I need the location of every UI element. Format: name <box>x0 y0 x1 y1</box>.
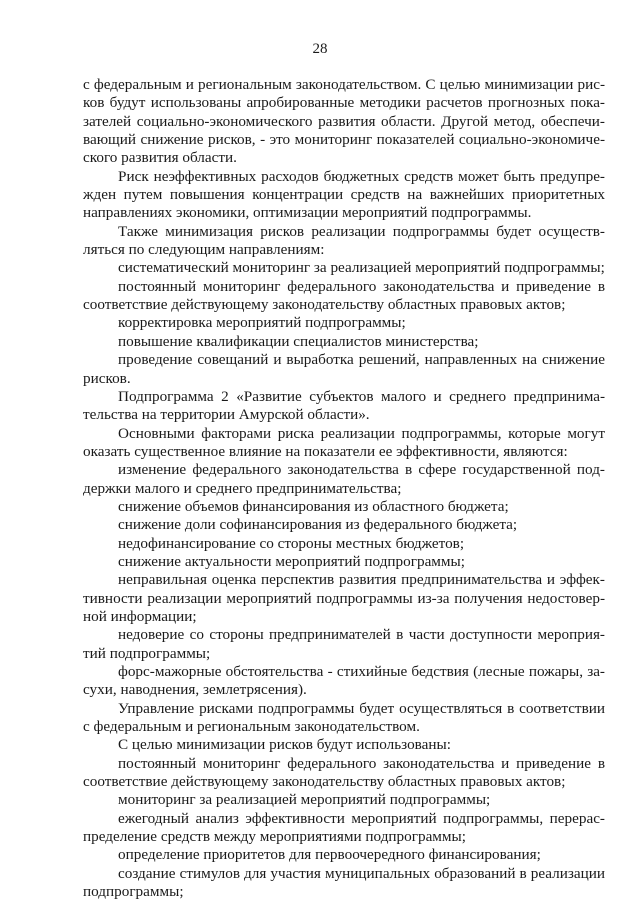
text-line: тивности реализации мероприятий подпрограммы из-за получения недостовер- <box>83 589 605 607</box>
text-line: тельства на территории Амурской области». <box>83 406 370 424</box>
text-line: форс-мажорные обстоятельства - стихийные бедствия (лесные пожары, за- <box>118 663 605 680</box>
text-line: Также минимизация рисков реализации подпрограммы будет осуществ- <box>118 222 605 240</box>
text-line: подпрограммы; <box>83 883 184 901</box>
text-line: изменение федерального законодательства в сфере государственной под- <box>118 461 605 479</box>
text-line: с федеральным и региональным законодательством. С целью минимизации рис- <box>83 76 605 93</box>
text-line: систематический мониторинг за реализацией мероприятий подпрограммы; <box>118 259 605 277</box>
text-line: Основными факторами риска реализации подпрограммы, которые могут <box>118 424 605 442</box>
text-line: снижение актуальности мероприятий подпрограммы; <box>118 552 465 570</box>
text-line: оказать существенное влияние на показатели ее эффективности, являются: <box>83 442 568 460</box>
text-line: с федеральным и региональным законодательством. <box>83 718 420 736</box>
text-line: ежегодный анализ эффективности мероприятий подпрограммы, перерас- <box>118 809 605 827</box>
text-line: зателей социально-экономического развития области. Другой метод, обеспечи- <box>83 112 605 130</box>
text-line: сухи, наводнения, землетрясения). <box>83 681 307 699</box>
text-line: неправильная оценка перспектив развития предпринимательства и эффек- <box>118 571 605 589</box>
text-line: определение приоритетов для первоочередного финансирования; <box>118 846 541 864</box>
text-line: повышение квалификации специалистов министерства; <box>118 332 479 350</box>
text-line: жден путем повышения концентрации средств на важнейших приоритетных <box>83 186 605 204</box>
text-line: С целью минимизации рисков будут использованы: <box>118 736 451 754</box>
text-line: снижение доли софинансирования из федерального бюджета; <box>118 516 518 534</box>
text-line: вающий снижение рисков, - это мониторинг показателей социально-экономиче- <box>83 131 605 149</box>
text-line: рисков. <box>83 369 131 387</box>
text-line: ского развития области. <box>83 149 237 167</box>
text-line: постоянный мониторинг федерального законодательства и приведение в <box>118 754 605 772</box>
text-line: ков будут использованы апробированные методики расчетов прогнозных пока- <box>83 94 605 112</box>
document-body <box>83 76 605 901</box>
text-line: проведение совещаний и выработка решений, направленных на снижение <box>118 351 605 369</box>
text-line: ной информации; <box>83 607 197 625</box>
text-line: соответствие действующему законодательству областных правовых актов; <box>83 296 566 314</box>
text-line: ляться по следующим направлениям: <box>83 241 325 259</box>
page-number: 28 <box>312 41 328 57</box>
text-line: недофинансирование со стороны местных бюджетов; <box>118 534 465 552</box>
text-line: мониторинг за реализацией мероприятий подпрограммы; <box>118 791 491 809</box>
text-line: снижение объемов финансирования из областного бюджета; <box>118 497 509 515</box>
text-line: тий подпрограммы; <box>83 644 211 662</box>
text-line: Управление рисками подпрограммы будет осуществляться в соответствии <box>118 699 605 717</box>
text-line: недоверие со стороны предпринимателей в части доступности мероприя- <box>118 626 605 644</box>
text-line: Риск неэффективных расходов бюджетных средств может быть предупре- <box>118 167 605 185</box>
text-line: корректировка мероприятий подпрограммы; <box>118 314 406 332</box>
text-line: постоянный мониторинг федерального законодательства и приведение в <box>118 277 605 295</box>
text-line: Подпрограмма 2 «Развитие субъектов малого и среднего предпринима- <box>118 387 605 405</box>
text-line: направлениях экономики, оптимизации мероприятий подпрограммы. <box>83 204 532 222</box>
text-line: создание стимулов для участия муниципальных образований в реализации <box>118 864 605 882</box>
text-line: держки малого и среднего предпринимательства; <box>83 479 402 497</box>
text-line: соответствие действующему законодательству областных правовых актов; <box>83 773 566 791</box>
text-line: пределение средств между мероприятиями подпрограммы; <box>83 828 466 846</box>
